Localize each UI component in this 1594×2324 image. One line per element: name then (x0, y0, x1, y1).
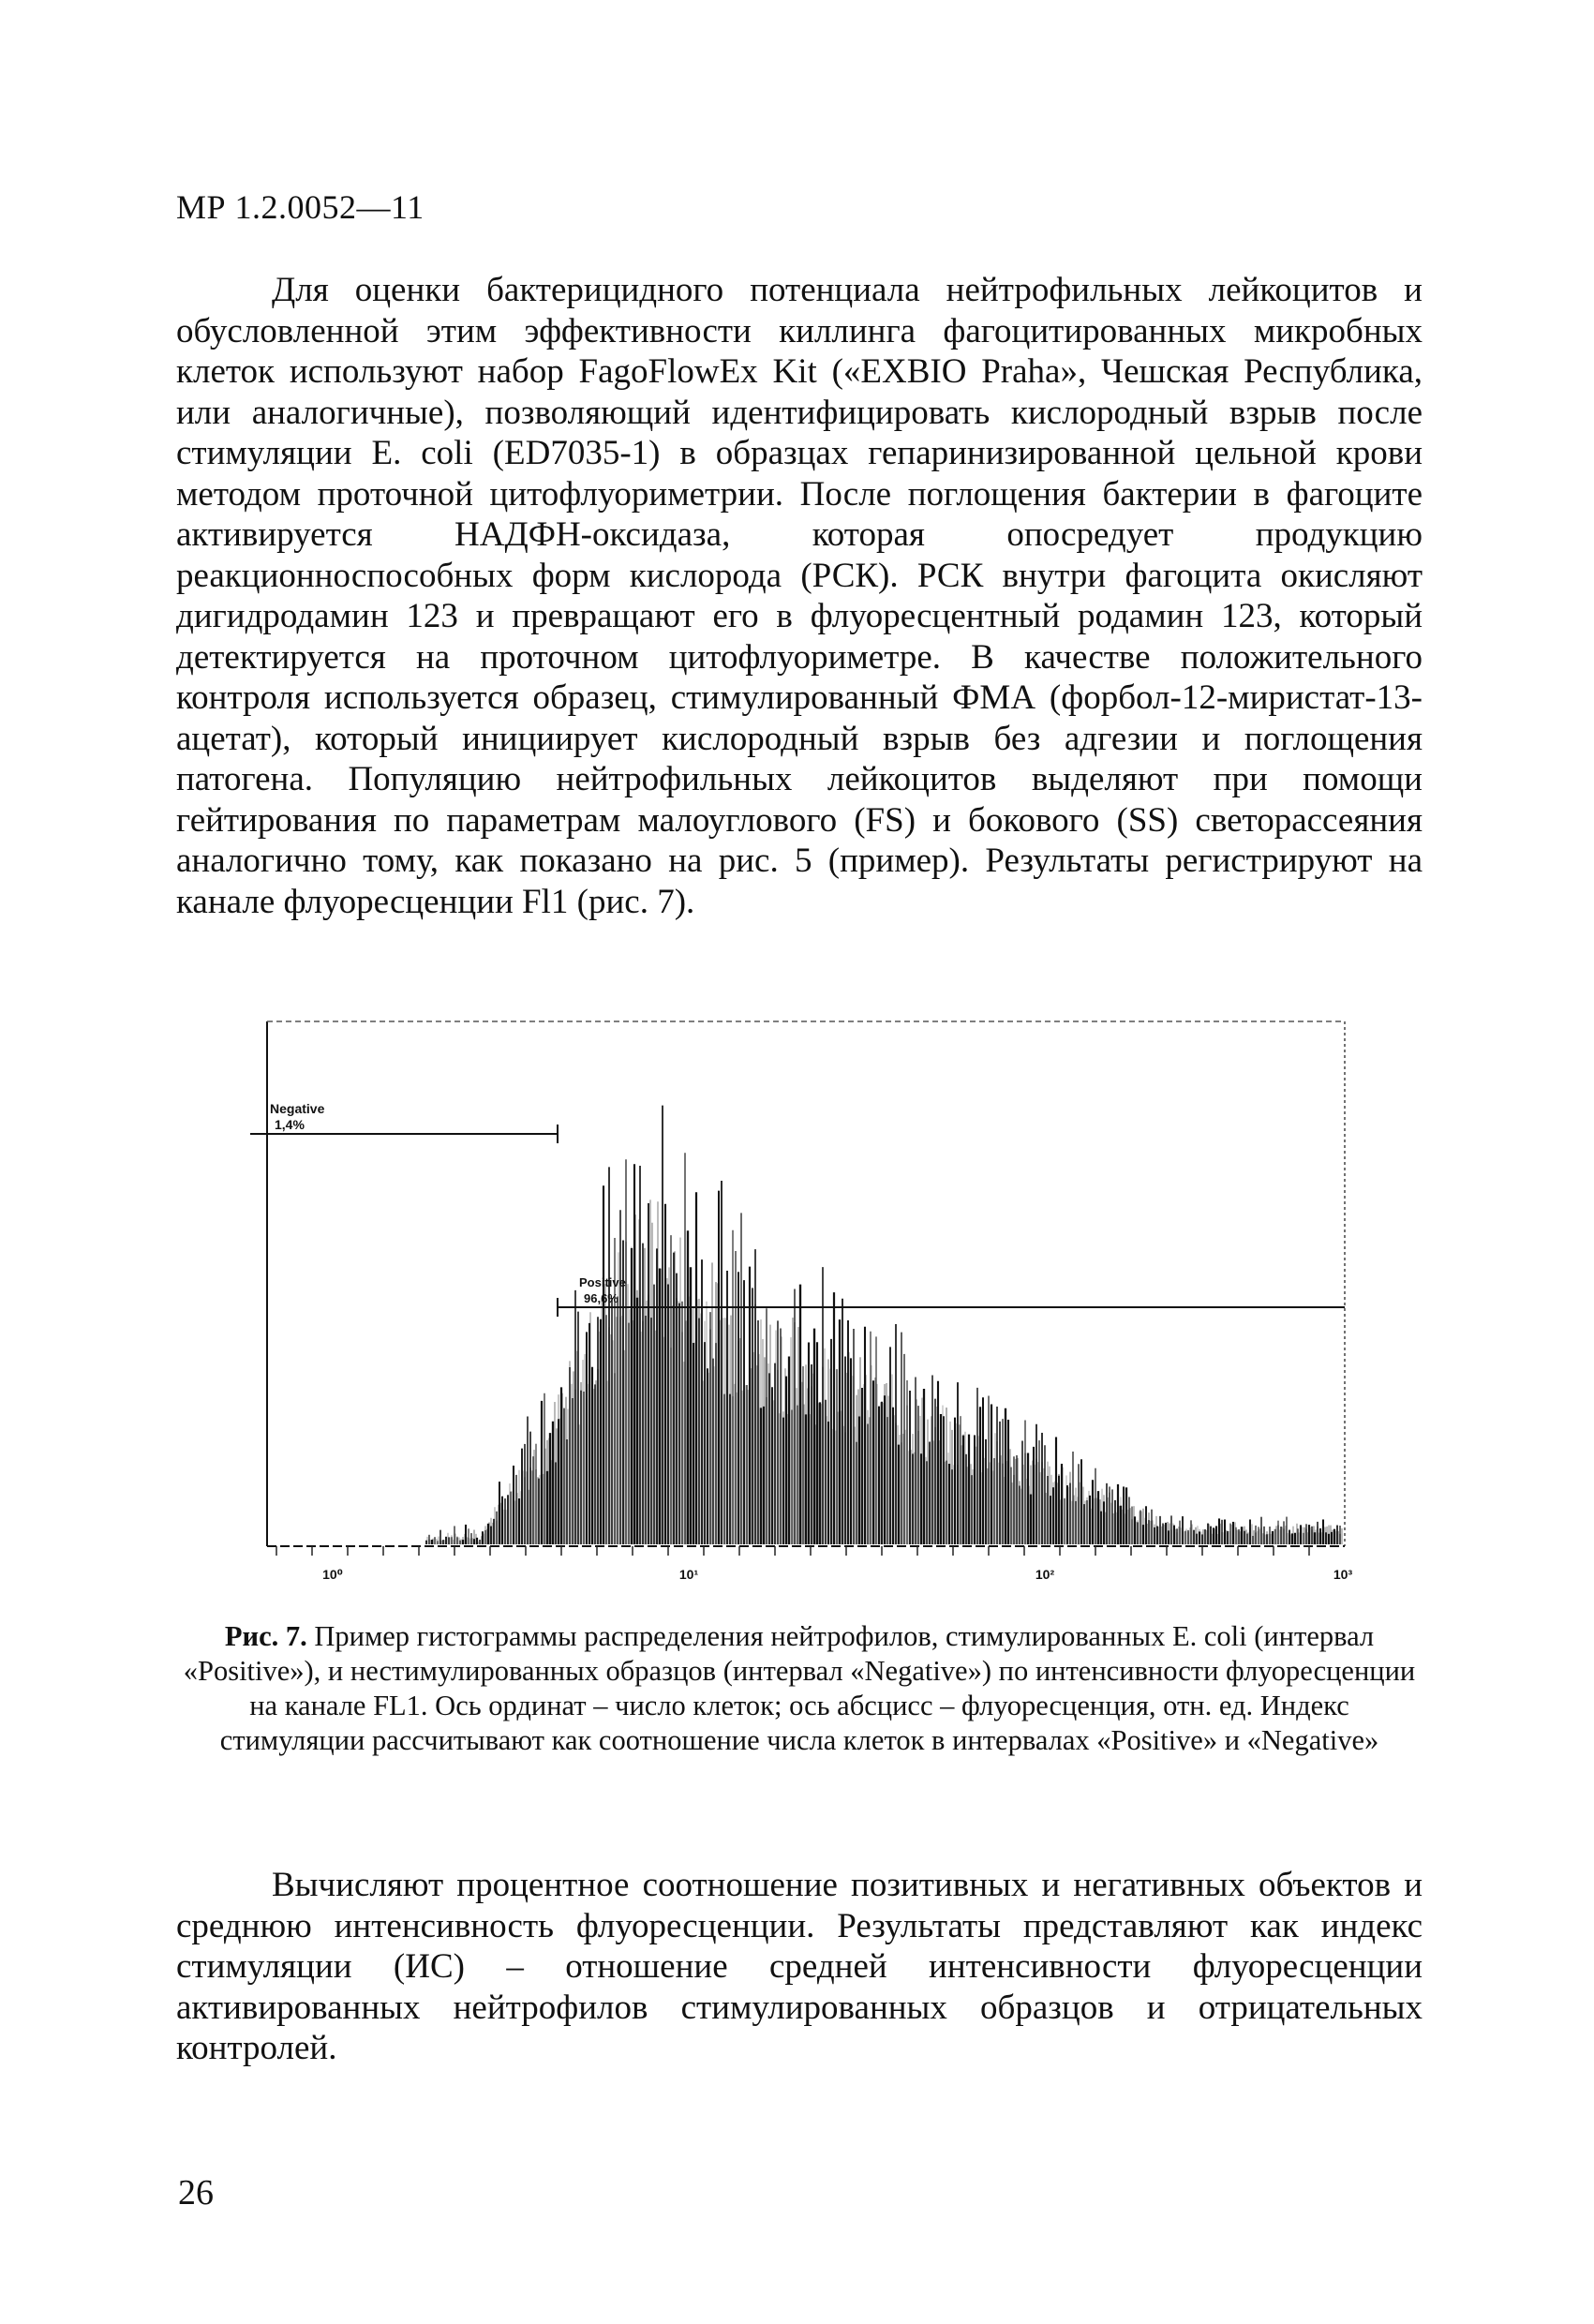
figure-caption-text: Пример гистограммы распределения нейтрофилов, стимулированных E. coli (интервал «Positive»), и нестимулированных образцов (интервал «Negative») по интенсивности флуоресценции на канале FL1. Ось ординат – число клеток; ось абсцисс – флуоресценция, отн. ед. Индекс стимуляции рассчитывают как соотношение числа клеток в интервалах «Positive» и «Negative» (183, 1620, 1416, 1756)
figure-caption-label: Рис. 7. (224, 1620, 307, 1652)
document-code-header: МР 1.2.0052—11 (176, 188, 425, 226)
x-tick-label-3: 10³ (1333, 1567, 1353, 1582)
positive-gate-label: Positive (579, 1275, 626, 1289)
positive-gate-percent: 96,6% (584, 1291, 618, 1305)
x-tick-label-2: 10² (1035, 1567, 1055, 1582)
fluorescence-histogram (239, 993, 1363, 1593)
x-tick-label-0: 10⁰ (322, 1567, 343, 1582)
paragraph-stimulation-index (176, 1865, 1423, 2069)
paragraph-text: Вычисляют процентное соотношение позитивных и негативных объектов и среднюю интенсивность флуоресценции. Результаты представляют как индекс стимуляции (ИС) – отношение средней интенсивности флуоресценции активированных нейтрофилов стимулированных образцов и отрицательных контролей. (176, 1866, 1423, 2067)
page-number: 26 (178, 2173, 214, 2212)
paragraph-flow-cytometry-method (176, 270, 1423, 922)
paragraph-text: Для оценки бактерицидного потенциала нейтрофильных лейкоцитов и обусловленной этим эффективности киллинга фагоцитированных микробных клеток используют набор FagoFlowEx Kit («EXBIO Praha», Чешская Республика, или аналогичные), позволяющий идентифицировать кислородный взрыв после стимуляции E. coli (ED7035-1) в образцах гепаринизированной цельной крови методом проточной цитофлуориметрии. После поглощения бактерии в фагоците активируется НАДФН-оксидаза, которая опосредует продукцию реакционноспособных форм кислорода (РСК). РСК внутри фагоцита окисляют дигидродамин 123 и превращают его в флуоресцентный родамин 123, который детектируется на проточном цитофлуориметре. В качестве положительного контроля используется образец, стимулированный ФМА (форбол-12-миристат-13-ацетат), который инициирует кислородный взрыв без адгезии и поглощения патогена. Популяцию нейтрофильных лейкоцитов выделяют при помощи гейтирования по параметрам малоуглового (FS) и бокового (SS) светорассеяния аналогично тому, как показано на рис. 5 (пример). Результаты регистрируют на канале флуоресценции Fl1 (рис. 7). (176, 271, 1423, 921)
negative-gate-label: Negative (270, 1101, 325, 1116)
negative-gate-percent: 1,4% (275, 1117, 305, 1132)
figure-caption (176, 1619, 1423, 1758)
histogram-figure (239, 993, 1363, 1593)
histogram-shade-column (1341, 1528, 1343, 1544)
x-tick-label-1: 10¹ (678, 1567, 699, 1582)
